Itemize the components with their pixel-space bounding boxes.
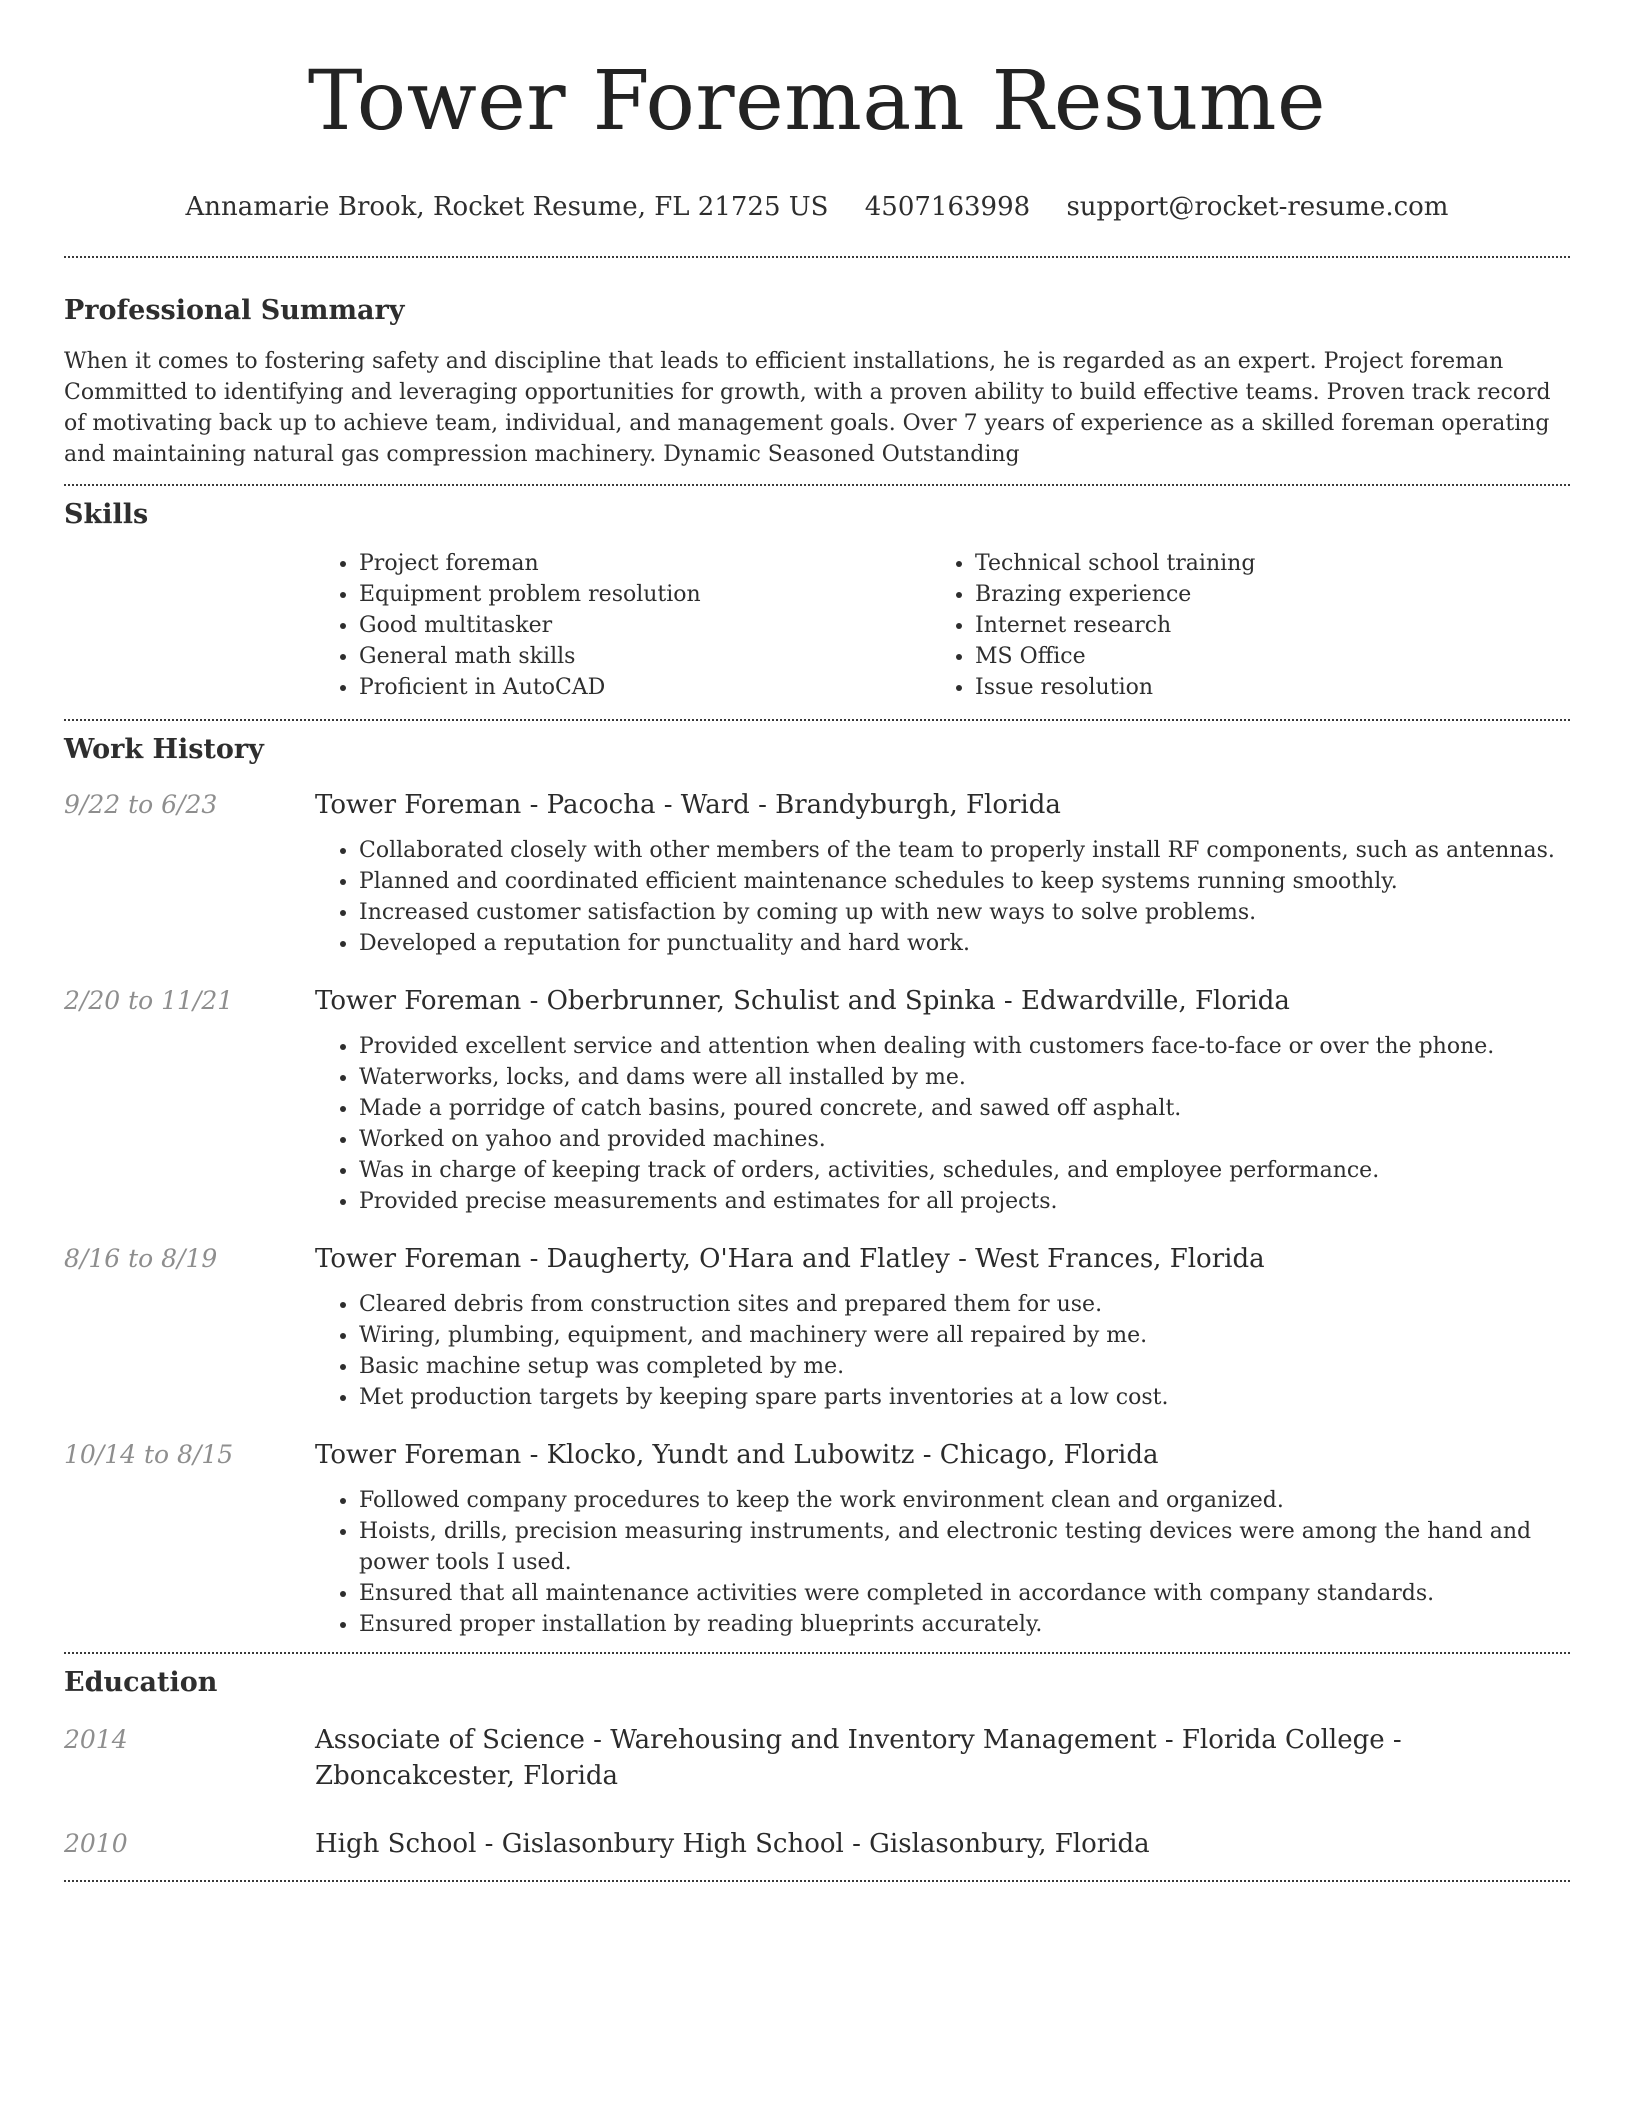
skill-item: • General math skills: [359, 641, 931, 672]
skill-item: • Proficient in AutoCAD: [359, 672, 931, 703]
job-bullet: • Planned and coordinated efficient maintenance schedules to keep systems running smoothly.: [359, 866, 1570, 897]
summary-text: When it comes to fostering safety and discipline that leads to efficient installations, he is regarded as an expert. Project foreman Committed to identifying and leveraging opportunities for growth, with a proven ability to build effective teams. Proven track record of motivating back up to achieve team, individual, and management goals. Over 7 years of experience as a skilled foreman operating and maintaining natural gas compression machinery. Dynamic Seasoned Outstanding: [64, 349, 1551, 467]
divider: [64, 1880, 1570, 1882]
job-dates: 9/22 to 6/23: [64, 790, 218, 819]
job-bullet: • Hoists, drills, precision measuring instruments, and electronic testing devices were among the hand and power tools I used.: [359, 1516, 1570, 1578]
skill-item: • Brazing experience: [975, 579, 1547, 610]
job-title: Tower Foreman - Daugherty, O'Hara and Flatley - West Frances, Florida: [315, 1244, 1265, 1274]
section-heading-education: Education: [64, 1667, 218, 1698]
job-bullet: • Basic machine setup was completed by me.: [359, 1351, 1570, 1382]
job-entry: [64, 1241, 1570, 1413]
job-bullet: • Ensured that all maintenance activities were completed in accordance with company standards.: [359, 1578, 1570, 1609]
skills-list-right: [931, 548, 1547, 703]
job-title: Tower Foreman - Oberbrunner, Schulist and Spinka - Edwardville, Florida: [315, 986, 1290, 1016]
skill-item: • Project foreman: [359, 548, 931, 579]
job-bullet: • Increased customer satisfaction by coming up with new ways to solve problems.: [359, 897, 1570, 928]
job-bullet: • Followed company procedures to keep the work environment clean and organized.: [359, 1485, 1570, 1516]
job-entry: [64, 1437, 1570, 1640]
job-bullets: [315, 1031, 1570, 1217]
education-year: 2014: [64, 1725, 128, 1754]
contact-phone: 4507163998: [864, 192, 1031, 222]
job-title: Tower Foreman - Pacocha - Ward - Brandyburgh, Florida: [315, 790, 1061, 820]
job-dates: 10/14 to 8/15: [64, 1440, 234, 1469]
skill-item: • MS Office: [975, 641, 1547, 672]
education-entry: [64, 1722, 1570, 1794]
job-bullets: [315, 1289, 1570, 1413]
section-heading-summary: Professional Summary: [64, 295, 405, 326]
job-bullet: • Met production targets by keeping spare parts inventories at a low cost.: [359, 1382, 1570, 1413]
job-bullets: [315, 835, 1570, 959]
section-heading-skills: Skills: [64, 499, 149, 530]
job-entry: [64, 983, 1570, 1217]
skills-columns: [315, 548, 1570, 703]
job-bullet: • Worked on yahoo and provided machines.: [359, 1124, 1570, 1155]
job-bullet: • Wiring, plumbing, equipment, and machinery were all repaired by me.: [359, 1320, 1570, 1351]
section-heading-work: Work History: [64, 734, 264, 765]
job-bullet: • Cleared debris from construction sites and prepared them for use.: [359, 1289, 1570, 1320]
job-title: Tower Foreman - Klocko, Yundt and Lubowitz - Chicago, Florida: [315, 1440, 1159, 1470]
resume-title: Tower Foreman Resume: [307, 54, 1327, 149]
job-header: [64, 983, 1570, 1019]
divider: [64, 484, 1570, 486]
contact-address: Annamarie Brook, Rocket Resume, FL 21725 US: [185, 192, 829, 222]
skill-item: • Good multitasker: [359, 610, 931, 641]
contact-line: [64, 190, 1570, 224]
job-bullet: • Provided precise measurements and estimates for all projects.: [359, 1186, 1570, 1217]
job-bullet: • Developed a reputation for punctuality and hard work.: [359, 928, 1570, 959]
job-bullet: • Was in charge of keeping track of orders, activities, schedules, and employee performance.: [359, 1155, 1570, 1186]
job-dates: 8/16 to 8/19: [64, 1244, 218, 1273]
job-bullet: • Collaborated closely with other members of the team to properly install RF components, such as antennas.: [359, 835, 1570, 866]
skill-item: • Issue resolution: [975, 672, 1547, 703]
job-header: [64, 1241, 1570, 1277]
job-dates: 2/20 to 11/21: [64, 986, 234, 1015]
skills-list-left: [315, 548, 931, 703]
education-title: Associate of Science - Warehousing and Inventory Management - Florida College - Zboncakcester, Florida: [315, 1725, 1402, 1791]
job-bullet: • Provided excellent service and attention when dealing with customers face-to-face or over the phone.: [359, 1031, 1570, 1062]
job-bullet: • Waterworks, locks, and dams were all installed by me.: [359, 1062, 1570, 1093]
education-section: [64, 1666, 1570, 1862]
skill-item: • Equipment problem resolution: [359, 579, 931, 610]
work-history-section: [64, 733, 1570, 1640]
divider: [64, 256, 1570, 258]
skills-section: [64, 498, 1570, 703]
job-entry: [64, 787, 1570, 959]
job-header: [64, 787, 1570, 823]
job-bullet: • Made a porridge of catch basins, poured concrete, and sawed off asphalt.: [359, 1093, 1570, 1124]
skill-item: • Internet research: [975, 610, 1547, 641]
skill-item: • Technical school training: [975, 548, 1547, 579]
contact-email: support@rocket-resume.com: [1066, 192, 1449, 222]
divider: [64, 719, 1570, 721]
summary-section: [64, 294, 1570, 470]
resume-page: [64, 0, 1570, 1882]
job-header: [64, 1437, 1570, 1473]
education-year: 2010: [64, 1829, 128, 1858]
job-bullet: • Ensured proper installation by reading blueprints accurately.: [359, 1609, 1570, 1640]
education-title: High School - Gislasonbury High School - Gislasonbury, Florida: [315, 1829, 1150, 1859]
divider: [64, 1652, 1570, 1654]
education-entry: [64, 1826, 1570, 1862]
job-bullets: [315, 1485, 1570, 1640]
